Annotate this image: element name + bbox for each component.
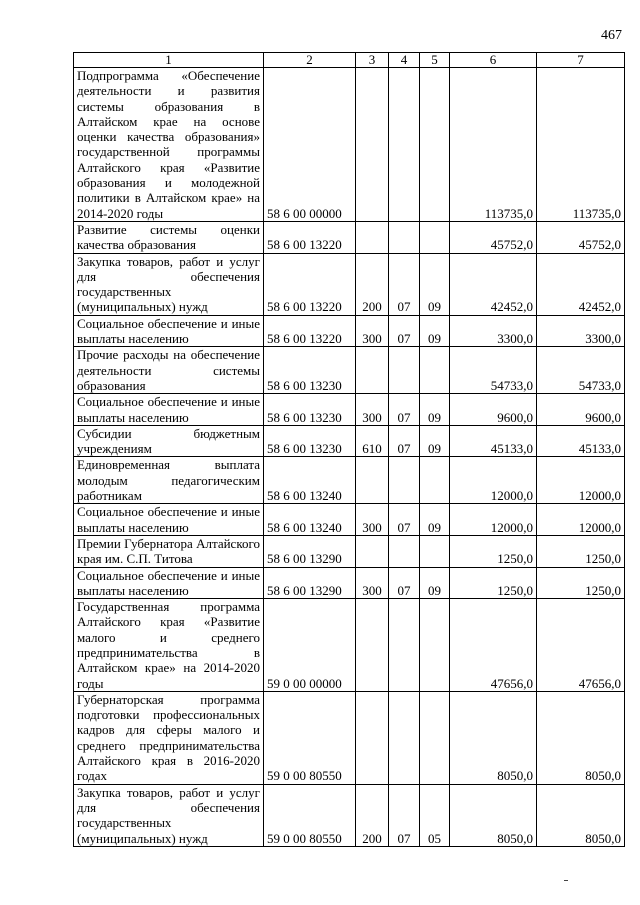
- table-row: [74, 347, 625, 394]
- row-sum-6: 1250,0: [450, 535, 537, 567]
- table-row: [74, 691, 625, 784]
- column-header-2: 2: [264, 53, 356, 68]
- row-sum-7: 8050,0: [537, 691, 625, 784]
- row-col3: 610: [356, 425, 389, 457]
- row-sum-7: 1250,0: [537, 535, 625, 567]
- row-col3: 200: [356, 784, 389, 846]
- row-col4: [389, 347, 420, 394]
- row-col4: 07: [389, 253, 420, 315]
- row-sum-7: 8050,0: [537, 784, 625, 846]
- row-col3: [356, 347, 389, 394]
- row-col4: [389, 221, 420, 253]
- row-code: 58 6 00 13230: [264, 347, 356, 394]
- row-code: 59 0 00 80550: [264, 784, 356, 846]
- row-col5: [420, 599, 450, 692]
- column-header-3: 3: [356, 53, 389, 68]
- column-header-6: 6: [450, 53, 537, 68]
- row-sum-7: 47656,0: [537, 599, 625, 692]
- row-sum-7: 1250,0: [537, 567, 625, 599]
- row-col5: [420, 68, 450, 222]
- row-sum-7: 45133,0: [537, 425, 625, 457]
- row-code: 58 6 00 13220: [264, 221, 356, 253]
- row-name: Прочие расходы на обеспечение деятельности системы образования: [74, 347, 264, 394]
- row-code: 58 6 00 13240: [264, 457, 356, 504]
- row-sum-6: 12000,0: [450, 504, 537, 536]
- row-col5: [420, 221, 450, 253]
- row-sum-7: 12000,0: [537, 504, 625, 536]
- row-col5: [420, 457, 450, 504]
- row-sum-6: 12000,0: [450, 457, 537, 504]
- row-col5: 09: [420, 425, 450, 457]
- row-code: 58 6 00 00000: [264, 68, 356, 222]
- row-col5: 09: [420, 394, 450, 426]
- row-sum-6: 8050,0: [450, 691, 537, 784]
- budget-table: [73, 52, 625, 847]
- row-name: Социальное обеспечение и иные выплаты населению: [74, 315, 264, 347]
- row-sum-7: 42452,0: [537, 253, 625, 315]
- row-sum-6: 9600,0: [450, 394, 537, 426]
- row-col4: [389, 457, 420, 504]
- row-col5: 09: [420, 567, 450, 599]
- row-col4: 07: [389, 315, 420, 347]
- row-col3: [356, 221, 389, 253]
- row-col3: [356, 457, 389, 504]
- row-sum-7: 12000,0: [537, 457, 625, 504]
- row-sum-6: 8050,0: [450, 784, 537, 846]
- table-row: [74, 599, 625, 692]
- row-col4: 07: [389, 394, 420, 426]
- row-name: Государственная программа Алтайского края «Развитие малого и среднего предпринимательства в Алтайском крае» на 2014-2020 годы: [74, 599, 264, 692]
- row-col4: 07: [389, 425, 420, 457]
- table-row: [74, 784, 625, 846]
- row-col4: [389, 535, 420, 567]
- row-col5: [420, 535, 450, 567]
- row-name: Закупка товаров, работ и услуг для обеспечения государственных (муниципальных) нужд: [74, 253, 264, 315]
- column-header-1: 1: [74, 53, 264, 68]
- row-name: Единовременная выплата молодым педагогическим работникам: [74, 457, 264, 504]
- row-sum-7: 9600,0: [537, 394, 625, 426]
- row-col5: [420, 691, 450, 784]
- row-col4: 07: [389, 567, 420, 599]
- row-col5: 09: [420, 253, 450, 315]
- row-col3: 300: [356, 504, 389, 536]
- page-number: 467: [601, 28, 622, 43]
- table-row: [74, 504, 625, 536]
- row-col4: 07: [389, 504, 420, 536]
- row-code: 58 6 00 13230: [264, 394, 356, 426]
- row-col5: 05: [420, 784, 450, 846]
- row-col3: 300: [356, 567, 389, 599]
- row-code: 58 6 00 13230: [264, 425, 356, 457]
- row-name: Закупка товаров, работ и услуг для обеспечения государственных (муниципальных) нужд: [74, 784, 264, 846]
- table-row: [74, 567, 625, 599]
- table-row: [74, 425, 625, 457]
- row-sum-6: 45133,0: [450, 425, 537, 457]
- row-sum-7: 3300,0: [537, 315, 625, 347]
- row-name: Социальное обеспечение и иные выплаты населению: [74, 394, 264, 426]
- row-sum-6: 45752,0: [450, 221, 537, 253]
- row-sum-7: 54733,0: [537, 347, 625, 394]
- row-col4: [389, 691, 420, 784]
- row-col3: 300: [356, 315, 389, 347]
- row-sum-6: 3300,0: [450, 315, 537, 347]
- row-name: Развитие системы оценки качества образования: [74, 221, 264, 253]
- row-sum-7: 113735,0: [537, 68, 625, 222]
- row-sum-6: 47656,0: [450, 599, 537, 692]
- scan-mark: [564, 880, 568, 881]
- row-col5: 09: [420, 315, 450, 347]
- table-row: [74, 394, 625, 426]
- row-name: Социальное обеспечение и иные выплаты населению: [74, 567, 264, 599]
- row-col4: 07: [389, 784, 420, 846]
- row-sum-6: 42452,0: [450, 253, 537, 315]
- row-code: 58 6 00 13240: [264, 504, 356, 536]
- column-header-4: 4: [389, 53, 420, 68]
- row-name: Подпрограмма «Обеспечение деятельности и развития системы образования в Алтайском крае на основе оценки качества образования» государственной программы Алтайского края «Развитие образования и молодежной политики в Алтайском крае» на 2014-2020 годы: [74, 68, 264, 222]
- row-col3: [356, 599, 389, 692]
- column-header-5: 5: [420, 53, 450, 68]
- row-col5: 09: [420, 504, 450, 536]
- row-col3: [356, 68, 389, 222]
- row-code: 58 6 00 13220: [264, 253, 356, 315]
- row-code: 58 6 00 13220: [264, 315, 356, 347]
- row-name: Субсидии бюджетным учреждениям: [74, 425, 264, 457]
- column-header-7: 7: [537, 53, 625, 68]
- table-row: [74, 315, 625, 347]
- row-name: Губернаторская программа подготовки профессиональных кадров для сферы малого и среднего предпринимательства Алтайского края в 2016-2020 годах: [74, 691, 264, 784]
- row-col3: [356, 691, 389, 784]
- row-col3: 300: [356, 394, 389, 426]
- row-code: 59 0 00 00000: [264, 599, 356, 692]
- row-col4: [389, 68, 420, 222]
- row-col3: [356, 535, 389, 567]
- table-row: [74, 68, 625, 222]
- header-row: [74, 53, 625, 68]
- row-sum-6: 1250,0: [450, 567, 537, 599]
- row-sum-6: 113735,0: [450, 68, 537, 222]
- row-col5: [420, 347, 450, 394]
- row-code: 59 0 00 80550: [264, 691, 356, 784]
- row-name: Премии Губернатора Алтайского края им. С.П. Титова: [74, 535, 264, 567]
- row-col3: 200: [356, 253, 389, 315]
- row-name: Социальное обеспечение и иные выплаты населению: [74, 504, 264, 536]
- row-col4: [389, 599, 420, 692]
- row-sum-7: 45752,0: [537, 221, 625, 253]
- row-code: 58 6 00 13290: [264, 535, 356, 567]
- table-row: [74, 535, 625, 567]
- table-row: [74, 253, 625, 315]
- table-row: [74, 221, 625, 253]
- row-code: 58 6 00 13290: [264, 567, 356, 599]
- row-sum-6: 54733,0: [450, 347, 537, 394]
- table-row: [74, 457, 625, 504]
